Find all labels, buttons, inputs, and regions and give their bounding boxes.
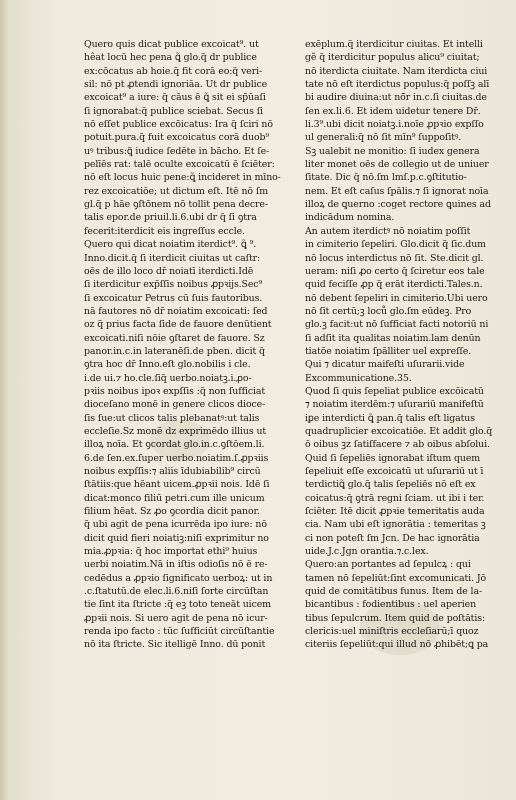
- text-line: ueram: niſi ꝓo certo q̃ ſciretur eos tale: [305, 265, 485, 277]
- text-line: dicat:monco filiū petri.cum ille unicum: [84, 492, 265, 504]
- text-line: exēplum.q̃ iterdicitur ciuitas. Et intelli: [305, 39, 483, 50]
- text-line: bicantibus : fodientibus : uel aperien: [305, 599, 477, 611]
- text-line: nā fautores nō dr̄ noiatim excoicati: ſed: [84, 305, 268, 317]
- text-line: nō ſit certū;ꝫ loců glo.ſm eūdeꝫ. Pro: [305, 305, 472, 317]
- text-line: nō locus interdictus nō ſit. Ste.dicit gl.: [305, 252, 484, 264]
- text-line: tie ſint ita ſtricte :q̃ eꝫ toto teneāt uicem: [84, 599, 271, 611]
- text-line: ſciēter. Itē dicit ꝓpꝛie temeritatis auda: [305, 506, 485, 518]
- text-line: coicatus:q̃ ꝯtrā regni ſciam. ut ibi i ter.: [305, 492, 485, 504]
- text-line: Quid ſi ſepeliēs ignorabat iſtum quem: [305, 452, 481, 464]
- text-line: uerbi noiatim.Nā in iſtis odioſis nō ē re-: [84, 559, 268, 571]
- text-line: iꝑe interdicti ꝗ̃ pan.q̃ talis eſt ligatus: [305, 412, 475, 424]
- text-line: ꝓpꝛii nois. Si uero agit de pena nō icur-: [84, 612, 268, 624]
- text-line: ꝯtra hoc dr̄ Inno.eſt glo.nobilis i cle.: [84, 359, 251, 371]
- text-line: nem. Et eſt caſus ſpālis.⁊ ſi ignorat noīa: [305, 185, 489, 197]
- text-line: ſi ignorabat:q̃ publice sciebat. Secus ſi: [84, 105, 263, 117]
- text-line: noibus expſſis:⁊ aliis īdubiabilib⁹ circū: [84, 466, 261, 477]
- text-line: uꝰ tribus:ꝗ̃ iudice ſedēte in bācho. Et ſe-: [84, 145, 270, 157]
- text-line: pꝛiis noibus ipoꝛ expſſis :q̃ non ſufficiat: [84, 385, 266, 397]
- text-line: potuit.pura.q̃ fuit excoicatus corā duob⁹: [84, 132, 270, 144]
- text-line: An autem iterdictꝰ nō noiatim poſſit: [305, 225, 471, 237]
- text-line: Inno.dicit.q̃ ſi iterdicit ciuitas ut caſtr:: [84, 252, 261, 264]
- text-line: fecerit:iterdicit eis ingreſſus eccle.: [84, 225, 245, 237]
- text-line: nō ita ſtricte. Sic itelligē Inno. dū ponit: [84, 639, 266, 651]
- text-line: citeriis ſepeliūt:qui illud nō ꝓhibēt;ꝗ pa: [305, 639, 489, 651]
- text-line: Excommunicatione.35.: [305, 372, 412, 384]
- text-line: glo.ꝫ facit:ut nō ſufficiat facti notoriū ni: [305, 319, 489, 331]
- page-gutter-shadow: [0, 0, 10, 800]
- text-line: dioceſano monē in genere clicos dioce-: [84, 399, 266, 411]
- text-line: ſi excoicatur Petrus cū ſuis fautoribus.: [84, 292, 263, 304]
- text-line: Quod ſi quis ſepeliat publice excōicatū: [305, 385, 484, 397]
- text-line: illoꝝ de ꝗuerno :coget rectore ꝗuines ad: [305, 199, 491, 211]
- text-line: hêat locū hec pena ꝗ̃ glo.q̃ dr publice: [84, 52, 257, 64]
- text-line: ci non poteſt ſm Jcn. De hac ignorātia: [305, 532, 480, 544]
- text-line: sil: nō pt ꝓtendi ignoriāa. Ut dr publice: [84, 79, 268, 91]
- text-line: ex:cōcatus ab hoie.q̃ fit corā eo:q̃ veri-: [84, 65, 263, 77]
- text-line: quid feciſſe ꝓp q̃ erāt iterdicti.Tales.n.: [305, 279, 483, 291]
- text-line: liter monet oēs de collegio ut de uniuer: [305, 159, 489, 171]
- text-line: indicādum nomina.: [305, 212, 395, 224]
- text-line: gẽ q̃ iterdicitur populus alicu⁹ ciuitat;: [305, 52, 480, 64]
- text-line: pelīēs rat: talē oculte excoicatū ē ſciēter:: [84, 159, 275, 171]
- text-line: mia.ꝓpꝛia: q̃ hoc importat ethi⁹ huius: [84, 546, 258, 558]
- text-line: dicit quid fieri noiatiꝫ:niſi exprimitur no: [84, 532, 269, 544]
- text-line: Quero qui dicat noiatim iterdict⁹. ꝗ̃ ⁹.: [84, 239, 257, 251]
- text-line: nō eſt locus huic pene:ꝗ̃ incideret in mīno-: [84, 172, 281, 184]
- text-line: ſepeliuit eſſe excoicatū ut uſurariū ut ī: [305, 466, 484, 477]
- text-line: nō iterdicta ciuitate. Nam iterdicta ciui: [305, 65, 488, 77]
- left-text-column: [84, 38, 292, 652]
- text-line: .c.ſtatutū.de elec.li.6.niſi ſorte circūſtan: [84, 586, 269, 598]
- text-line: uide.J.c.Jgn orantia.⁊.c.lex.: [305, 546, 429, 558]
- text-line: clericis:uel miniſtris eccleſiarū;ī quoz: [305, 626, 479, 638]
- text-line: excoicati.niſi nōie ꝯſtaret de fauore. Sz: [84, 332, 265, 344]
- text-line: ſen ex.li.6. Et idem uidetur tenere Dr̄.: [305, 105, 481, 117]
- text-line: Qui ⁊ dicatur maifeſti uſurarii.vide: [305, 359, 465, 371]
- text-line: ſtātiis:que hēant uicem.ꝓpꝛii nois. Idē ſi: [84, 479, 270, 491]
- text-line: nō eſſet publice excōicatus: Ira q̃ ſciri nō: [84, 119, 273, 131]
- text-line: Sꝫ ualebit ne monitio: ſi iudex genera: [305, 145, 480, 157]
- text-line: panor.in.c.in lateranēſi.de pben. dicit q̃: [84, 345, 265, 357]
- text-line: cia. Nam ubi eſt ignorātia : temeritas ꝫ: [305, 519, 486, 531]
- text-line: ul generali:q̃ nō ſit mīn⁹ ſuppoſitꝰ.: [305, 132, 462, 144]
- text-line: eccleſie.Sz monē dz exprimēdo illius ut: [84, 425, 267, 437]
- text-line: tate nō eſt iterdictus populus:q̃ poſſꝫ alī: [305, 79, 490, 91]
- text-line: rez excoicatiōe; ut dictum eſt. Itē nō ſm: [84, 185, 268, 197]
- text-line: li.3⁹.ubi dicit noiatꝫ.i.noīe ꝓpꝛio expſſo: [305, 119, 484, 131]
- text-line: excoicat⁹ a iure: q̃ cāus ē ꝗ̃ sit ei sp̃ūaſi: [84, 92, 266, 104]
- text-line: i.de ui.⁊ ho.cle.ſiq̃ uerbo.noiatꝫ.i.ꝓo-: [84, 372, 252, 384]
- text-line: nō debent ſepeliri in cimiterio.Ubi uero: [305, 292, 488, 304]
- text-line: gl.q̃ p hāe ꝯſtōnem nō tollit pena decre-: [84, 199, 268, 211]
- text-line: oēs de illo loco dr̄ noiatī iterdicti.Idē: [84, 265, 254, 277]
- text-line: ſis ſue:ut clicos talis plebanatꝰ:ut talis: [84, 412, 260, 424]
- text-line: ſi iterdicitur exp̃ſſis noibus ꝓpꝛijs.Sec⁹: [84, 279, 263, 291]
- text-line: ō oibus ꝫz ſatiſfacere ⁊ ab oibus abſolui.: [305, 439, 490, 451]
- text-line: q̃ ubi agit de pena icurrēda ipo iure: nō: [84, 519, 267, 531]
- text-line: ſitate. Dic q̃ nō.ſm lmſ.p.c.ꝯſtitutio-: [305, 172, 467, 184]
- text-line: talis epor.de priuil.li.6.ubi dr q̃ ſi ꝯtra: [84, 212, 257, 224]
- text-line: filium hēat. Sz ꝓo ꝯcordia dicit panor.: [84, 506, 260, 518]
- text-line: oz q̃ prius facta ſide de fauore denūtient: [84, 319, 272, 331]
- text-line: terdictiꝗ̃ glo.q̃ talis ſepeliēs nō eſt ex: [305, 479, 476, 491]
- text-line: tiatōe noiatim ſpālliter uel expreſſe.: [305, 345, 472, 357]
- text-line: Quero quis dicat publice excoicat⁹. ut: [84, 39, 259, 50]
- right-text-column: [305, 38, 505, 652]
- text-line: quid de comitātibus funus. Item de la-: [305, 586, 483, 598]
- text-line: 6.de ſen.ex.ſuper uerbo.noiatim.ſ.ꝓpꝛiis: [84, 452, 269, 464]
- text-line: illoꝝ noīa. Et ꝯcordat glo.in.c.ꝯſtōem.li.: [84, 439, 265, 451]
- text-line: ⁊ noiatim iterdēm:⁊ uſurariū manifeſtū: [305, 399, 484, 411]
- text-line: Quero:an portantes ad ſepulcꝝ : qui: [305, 559, 471, 571]
- text-line: tibus ſepulcrum. Item quid de poſtātis:: [305, 612, 486, 624]
- text-line: tamen nō ſepeliūt:ſint excomunicati. Jō: [305, 572, 487, 584]
- text-line: bi audire diuina:ut nō̃r in.c.ſi ciuitas.de: [305, 92, 487, 104]
- text-line: cedēdus a ꝓpꝛio ſignificato uerboꝝ: ut in: [84, 572, 273, 584]
- text-line: quadruplicier excoicatiōe. Et addit glo.q̃: [305, 425, 493, 437]
- text-line: ſi adſit ita qualitas noiatim.lam denūn: [305, 332, 481, 344]
- text-line: in cimiterio ſepeliri. Glo.dicit q̃ ſic.dum: [305, 239, 486, 251]
- text-line: renda ipo facto : tūc ſufficiūt circūſtantie: [84, 626, 275, 638]
